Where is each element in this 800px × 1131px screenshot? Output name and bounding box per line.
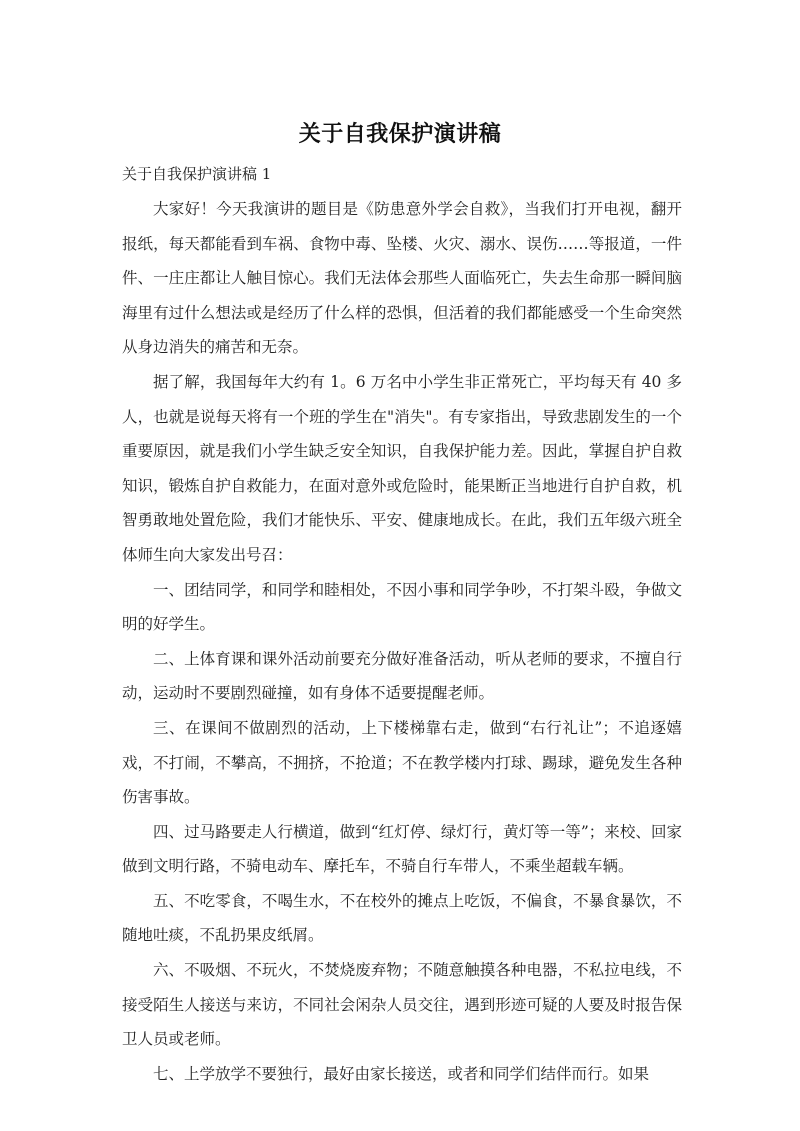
paragraph-item-2: 二、上体育课和课外活动前要充分做好准备活动，听从老师的要求，不擅自行动，运动时不要剧烈碰撞，如有身体不适要提醒老师。: [122, 649, 682, 703]
paragraph-item-5: 五、不吃零食，不喝生水，不在校外的摊点上吃饭，不偏食，不暴食暴饮，不随地吐痰，不乱扔果皮纸屑。: [122, 891, 682, 945]
paragraph-item-4: 四、过马路要走人行横道，做到“红灯停、绿灯行，黄灯等一等”；来校、回家做到文明行路，不骑电动车、摩托车，不骑自行车带人，不乘坐超载车辆。: [122, 822, 682, 876]
paragraph-item-6: 六、不吸烟、不玩火，不焚烧废弃物；不随意触摸各种电器，不私拉电线，不接受陌生人接送与来访，不同社会闲杂人员交往，遇到形迹可疑的人要及时报告保卫人员或老师。: [122, 961, 682, 1049]
document-subtitle: 关于自我保护演讲稿 1: [122, 165, 272, 183]
paragraph-intro: 大家好！今天我演讲的题目是《防患意外学会自救》，当我们打开电视，翻开报纸，每天都能看到车祸、食物中毒、坠楼、火灾、溺水、误伤……等报道，一件件、一庄庄都让人触目惊心。我们无法体会那些人面临死亡，失去生命那一瞬间脑海里有过什么想法或是经历了什么样的恐惧，但活着的我们都能感受一个生命突然从身边消失的痛苦和无奈。: [122, 200, 682, 357]
document-body: [122, 192, 682, 1091]
paragraph-item-1: 一、团结同学，和同学和睦相处，不因小事和同学争吵，不打架斗殴，争做文明的好学生。: [122, 580, 682, 634]
paragraph-item-3: 三、在课间不做剧烈的活动，上下楼梯靠右走，做到“右行礼让”；不追逐嬉戏，不打闹，不攀高，不拥挤，不抢道；不在教学楼内打球、踢球，避免发生各种伤害事故。: [122, 718, 682, 807]
paragraph-item-7: 七、上学放学不要独行，最好由家长接送，或者和同学们结伴而行。如果: [153, 1064, 650, 1083]
document-title: 关于自我保护演讲稿: [298, 122, 502, 147]
paragraph-statistics: 据了解，我国每年大约有 1。6 万名中小学生非正常死亡，平均每天有 40 多人，也就是说每天将有一个班的学生在"消失"。有专家指出，导致悲剧发生的一个重要原因，就是我们小学生缺乏安全知识，自我保护能力差。因此，掌握自护自救知识，锻炼自护自救能力，在面对意外或危险时，能果断正当地进行自护自救，机智勇敢地处置危险，我们才能快乐、平安、健康地成长。在此，我们五年级六班全体师生向大家发出号召：: [122, 372, 682, 564]
